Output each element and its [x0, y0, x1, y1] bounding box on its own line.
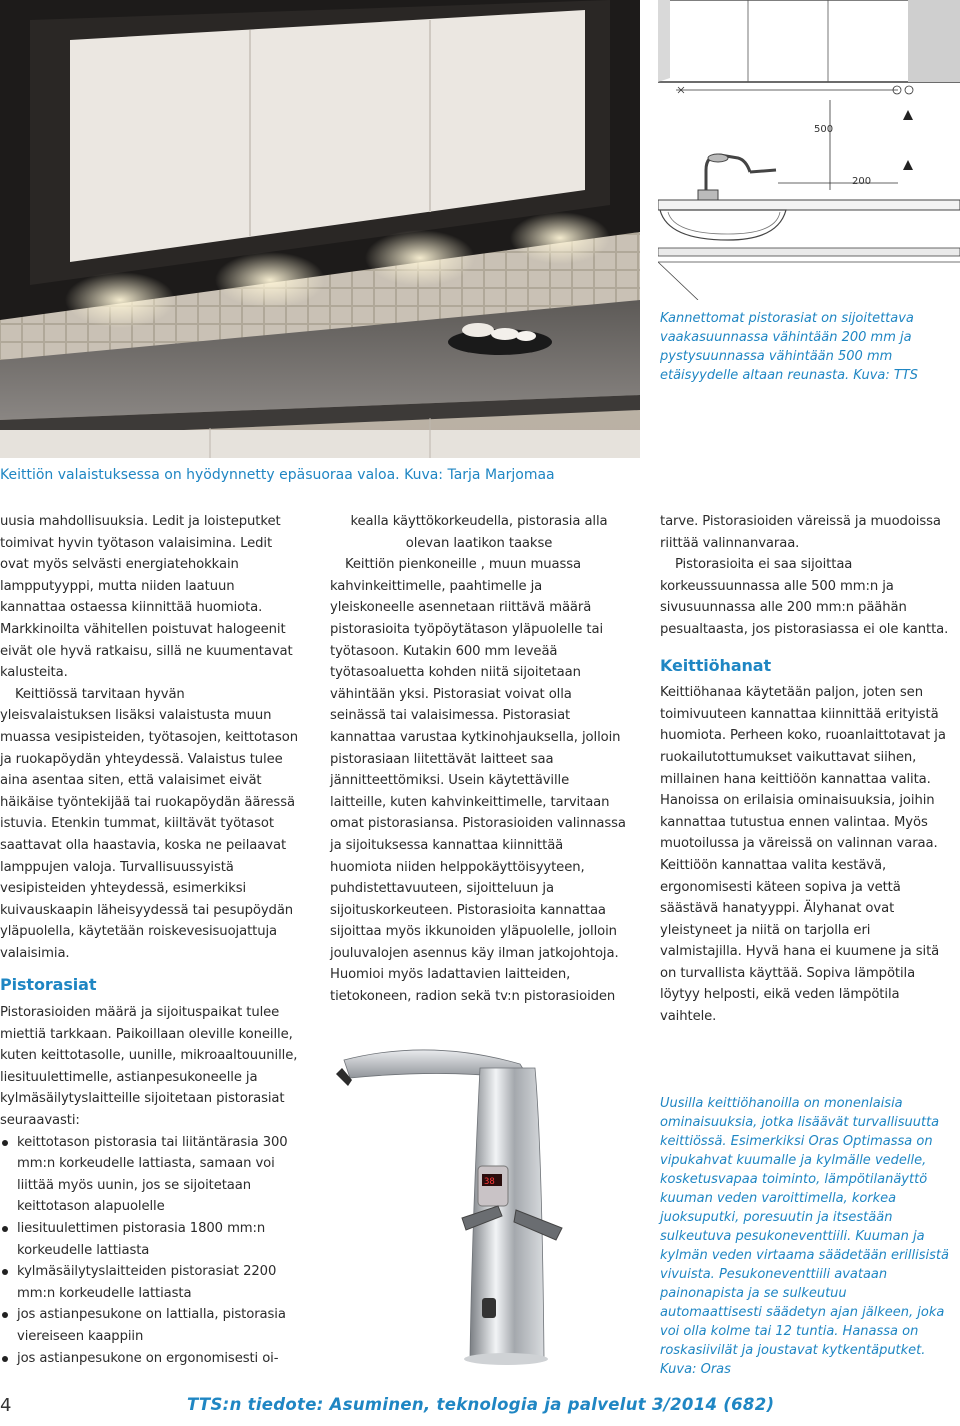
svg-text:38: 38: [484, 1177, 495, 1187]
faucet-photo: [330, 1028, 570, 1368]
page-number: 4: [0, 1395, 12, 1416]
paragraph: Keittiön pienkoneille , muun muassa kahvinkeittimelle, paahtimelle ja yleiskoneelle asennetaan riittävä määrä pistorasioita työpöytätason yläpuolelle tai työtasoon. Kutakin 600 mm leveää työtasoaluetta kohden niitä sijoitetaan vähintään yksi. Pistorasiat voivat olla seinässä tai valaisimessa. Pistorasiat kannattaa varustaa kytkinohjauksella, jolloin pistorasiaan liitettävät laitteet saa jännitteettömiksi. Usein käytettäville laitteille, kuten kahvinkeittimelle, tarvitaan omat pistorasiansa. Pistorasioiden valinnassa ja sijoituksessa kannattaa kiinnittää huomiota niiden helppokäyttöisyyteen, puhdistettavuuteen, sijoitteluun ja sijoituskorkeuteen. Pistorasioita kannattaa sijoittaa myös ikkunoiden yläpuolelle, jolloin jouluvalojen asennus käy ilman jatkojohtoja. Huomioi myös ladattavien laitteiden, tietokoneen, radion sekä tv:n pistorasioiden: [330, 557, 626, 1005]
paragraph: kealla käyttökorkeudella, pistorasia alla olevan laatikon taakse: [350, 514, 608, 551]
paragraph: uusia mahdollisuuksia. Ledit ja loisteputket toimivat hyvin työtason valaisimina. Ledit ovat myös selvästi energiatehokkain lampputyyppi, mutta niiden laatuun kannattaa ostaessa kiinnittää huomiota. Markkinoilta vähitellen poistuvat halogeenit eivät ole hyvä ratkaisu, sillä ne kuumentavat kalusteita.: [0, 514, 293, 681]
paragraph: Pistorasioita ei saa sijoittaa korkeussuunnassa alle 500 mm:n ja sivusuunnassa alle 200 mm:n päähän pesualtaasta, jos pistorasiassa ei ole kantta.: [660, 557, 949, 637]
section-heading-pistorasiat: Pistorasiat: [0, 975, 97, 995]
paragraph: Keittiöhanaa käytetään paljon, joten sen toimivuuteen kannattaa kiinnittää erityistä huomiota. Perheen koko, ruoanlaittotavat ja ruokailutottumukset vaikuttavat siihen, millainen hana keittiöön kannattaa valita. Hanoissa on erilaisia ominaisuuksia, joihin kannattaa tutustua ennen valintaa. Myös muotoilussa ja väreissä on valinnan varaa. Keittiöön kannattaa valita kestävä, ergonomisesti käteen sopiva ja vettä säästävä hanatyyppi. Älyhanat ovat yleistyneet ja niitä on tarjolla eri valmistajilla. Hyvä hana ei kuumene ja sitä on turvallista käyttää. Sopiva lämpötila löytyy helposti, eikä veden lämpötila vaihtele.: [660, 685, 946, 1025]
list-item: kylmäsäilytyslaitteiden pistorasiat 2200 mm:n korkeudelle lattiasta: [0, 1261, 298, 1304]
bullet-list: [0, 1132, 298, 1370]
faucet-caption: Uusilla keittiöhanoilla on monenlaisia ominaisuuksia, jotka lisäävät turvallisuutta keittiössä. Esimerkiksi Oras Optimassa on vipukahvat kuumalle ja kylmälle vedelle, kosketusvapaa toiminto, lämpötilanäyttö kuuman veden varoittimella, korkea juoksuputki, poresuutin ja itsestään sulkeutuva pesukoneventtiili. Kuuman ja kylmän veden virtaama säädetään erillisistä vivuista. Pesukoneventtiili avataan painonapista ja se sulkeutuu automaattisesti säädetyn ajan jälkeen, joka voi olla kolme tai 12 tuntia. Hanassa on roskasiivilät ja joustavat kytkentäputket. Kuva: Oras: [660, 1096, 949, 1377]
text-column-1: [0, 511, 298, 1369]
paragraph: tarve. Pistorasioiden väreissä ja muodoissa riittää valinnanvaraa.: [660, 514, 941, 551]
kitchen-photo-caption: Keittiön valaistuksessa on hyödynnetty epäsuoraa valoa. Kuva: Tarja Marjomaa: [0, 467, 555, 483]
paragraph: Keittiössä tarvitaan hyvän yleisvalaistuksen lisäksi valaistusta muun muassa vesipisteiden, työtasojen, keittotason ja ruokapöydän yhteydessä. Valaistus tulee aina asentaa siten, että valaisimet eivät häikäise työntekijää tai ruokapöydän ääressä istuvia. Etenkin tummat, kiiltävät työtasot saattavat olla haastavia, koska ne peilaavat lamppujen valoja. Turvallisuussyistä vesipisteiden yhteydessä, esimerkiksi kuivauskaapin läheisyydessä tai pesupöydän yläpuolella, käytetään roiskevesisuojattuja valaisimia.: [0, 686, 298, 961]
kitchen-photo: [0, 0, 640, 458]
text-column-3: [660, 511, 952, 1028]
list-item: jos astianpesukone on lattialla, pistorasia viereiseen kaappiin: [0, 1304, 298, 1347]
paragraph: Pistorasioiden määrä ja sijoituspaikat tulee miettiä tarkkaan. Paikoillaan oleville koneille, kuten keittotasolle, uunille, mikroaaltouunille, liesituulettimelle, astianpesukoneelle ja kylmäsäilytyslaitteille sijoitetaan pistorasiat seuraavasti:: [0, 1005, 298, 1129]
list-item: jos astianpesukone on ergonomisesti oi-: [0, 1348, 298, 1370]
publication-title: TTS:n tiedote: Asuminen, teknologia ja palvelut 3/2014 (682): [187, 1395, 775, 1414]
list-item: keittotason pistorasia tai liitäntärasia 300 mm:n korkeudelle lattiasta, samaan voi liittää myös uunin, jos se sijoitetaan keittotason alapuolelle: [0, 1132, 298, 1218]
dimension-200-label: 200: [852, 176, 872, 187]
dimension-500-label: 500: [814, 124, 834, 135]
socket-placement-diagram: [658, 0, 960, 300]
list-item: liesituulettimen pistorasia 1800 mm:n korkeudelle lattiasta: [0, 1218, 298, 1261]
section-heading-keittiohanat: Keittiöhanat: [660, 655, 772, 675]
text-column-2: [330, 511, 628, 1008]
socket-diagram-caption: Kannettomat pistorasiat on sijoitettava vaakasuunnassa vähintään 200 mm ja pystysuunnassa vähintään 500 mm etäisyydelle altaan reunasta. Kuva: TTS: [660, 311, 919, 383]
